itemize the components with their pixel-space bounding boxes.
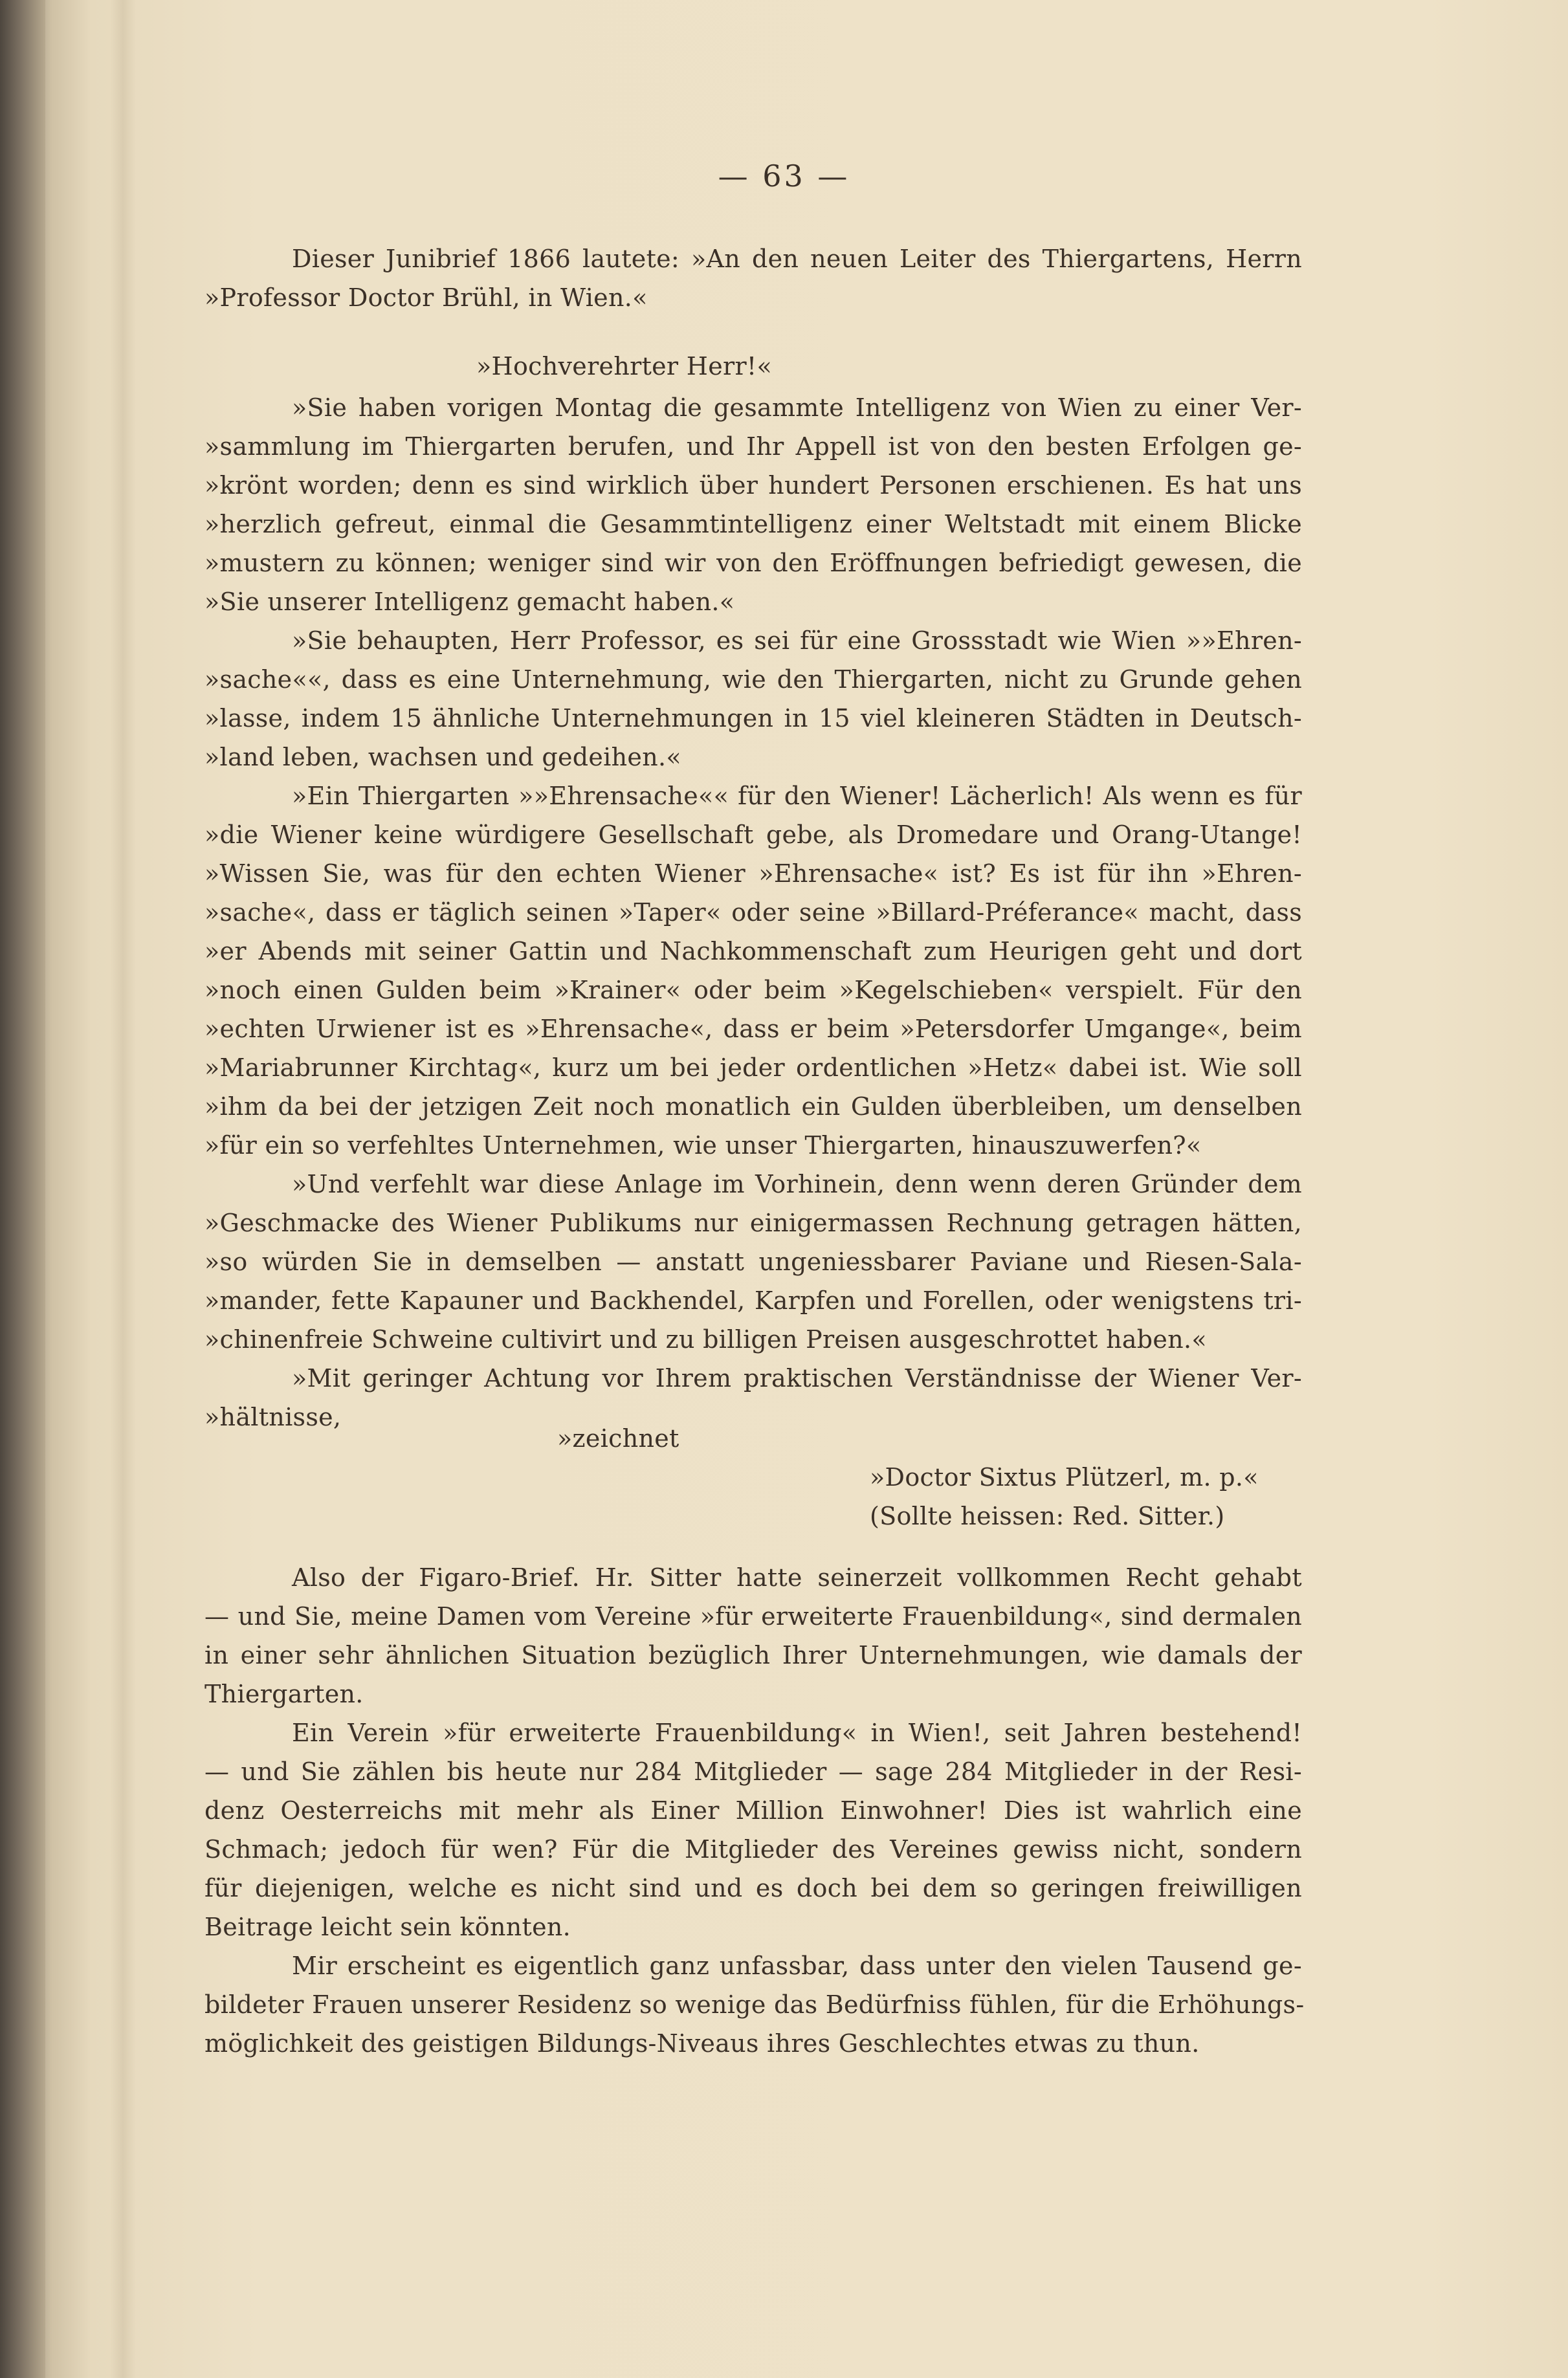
text-line: »Sie unserer Intelligenz gemacht haben.«: [204, 588, 735, 616]
text-line: »land leben, wachsen und gedeihen.«: [204, 743, 681, 771]
text-line: Mir erscheint es eigentlich ganz unfassbar, dass unter den vielen Tausend ge-: [292, 1952, 1302, 1980]
text-line: bildeter Frauen unserer Residenz so wenige das Bedürfniss fühlen, für die Erhöhungs-: [204, 1990, 1305, 2019]
text-line: »echten Urwiener ist es »Ehrensache«, dass er beim »Petersdorfer Umgange«, beim: [204, 1015, 1302, 1043]
signature-note: (Sollte heissen: Red. Sitter.): [870, 1502, 1225, 1530]
text-line: »so würden Sie in demselben — anstatt ungeniessbarer Paviane und Riesen-Sala-: [204, 1248, 1302, 1276]
text-line: »Sie haben vorigen Montag die gesammte Intelligenz von Wien zu einer Ver-: [292, 393, 1302, 422]
letter-signature: »Doctor Sixtus Plützerl, m. p.«: [870, 1463, 1259, 1492]
text-line: »sammlung im Thiergarten berufen, und Ihr Appell ist von den besten Erfolgen ge-: [204, 432, 1302, 461]
text-line: »Ein Thiergarten »»Ehrensache«« für den Wiener! Lächerlich! Als wenn es für: [292, 782, 1302, 810]
text-line: Schmach; jedoch für wen? Für die Mitglieder des Vereines gewiss nicht, sondern: [204, 1835, 1302, 1864]
text-line: »sache««, dass es eine Unternehmung, wie den Thiergarten, nicht zu Grunde gehen: [204, 665, 1302, 694]
text-line: in einer sehr ähnlichen Situation bezüglich Ihrer Unternehmungen, wie damals der: [204, 1641, 1302, 1669]
text-line: »Und verfehlt war diese Anlage im Vorhinein, denn wenn deren Gründer dem: [292, 1170, 1302, 1198]
text-line: »mustern zu können; weniger sind wir von den Eröffnungen befriedigt gewesen, die: [204, 549, 1302, 577]
text-line: — und Sie, meine Damen vom Vereine »für erweiterte Frauenbildung«, sind dermalen: [204, 1602, 1302, 1631]
text-line: »er Abends mit seiner Gattin und Nachkommenschaft zum Heurigen geht und dort: [204, 937, 1302, 965]
text-line: »hältnisse,: [204, 1403, 342, 1431]
text-line: »chinenfreie Schweine cultivirt und zu billigen Preisen ausgeschrottet haben.«: [204, 1325, 1207, 1354]
text-line: — und Sie zählen bis heute nur 284 Mitglieder — sage 284 Mitglieder in der Resi-: [204, 1757, 1302, 1786]
text-line: »noch einen Gulden beim »Krainer« oder beim »Kegelschieben« verspielt. Für den: [204, 976, 1302, 1004]
book-spine: [0, 0, 45, 2378]
text-line: »für ein so verfehltes Unternehmen, wie unser Thiergarten, hinauszuwerfen?«: [204, 1131, 1202, 1160]
text-line: »Wissen Sie, was für den echten Wiener »Ehrensache« ist? Es ist für ihn »Ehren-: [204, 859, 1302, 888]
text-line: »Professor Doctor Brühl, in Wien.«: [204, 283, 648, 312]
text-line: denz Oesterreichs mit mehr als Einer Million Einwohner! Dies ist wahrlich eine: [204, 1796, 1302, 1825]
text-line: »krönt worden; denn es sind wirklich über hundert Personen erschienen. Es hat uns: [204, 471, 1302, 500]
letter-closing-block: [204, 1419, 1302, 1536]
text-line: »die Wiener keine würdigere Gesellschaft gebe, als Dromedare und Orang-Utange!: [204, 820, 1302, 849]
text-line: für diejenigen, welche es nicht sind und es doch bei dem so geringen freiwilligen: [204, 1874, 1302, 1902]
text-line: Ein Verein »für erweiterte Frauenbildung« in Wien!, seit Jahren bestehend!: [292, 1719, 1302, 1747]
letter-body: [204, 388, 1302, 1437]
text-line: möglichkeit des geistigen Bildungs-Niveaus ihres Geschlechtes etwas zu thun.: [204, 2029, 1200, 2058]
text-block-main: [204, 1558, 1305, 2063]
text-line: »Mit geringer Achtung vor Ihrem praktischen Verständnisse der Wiener Ver-: [292, 1364, 1302, 1393]
page-number: — 63 —: [718, 159, 850, 193]
text-line: Also der Figaro-Brief. Hr. Sitter hatte seinerzeit vollkommen Recht gehabt: [292, 1563, 1302, 1592]
letter-greeting-block: [204, 347, 1302, 386]
text-line: »Sie behaupten, Herr Professor, es sei für eine Grossstadt wie Wien »»Ehren-: [292, 626, 1302, 655]
text-line: »Mariabrunner Kirchtag«, kurz um bei jeder ordentlichen »Hetz« dabei ist. Wie soll: [204, 1053, 1302, 1082]
text-line: »herzlich gefreut, einmal die Gesammtintelligenz einer Weltstadt mit einem Blicke: [204, 510, 1302, 538]
text-line: »ihm da bei der jetzigen Zeit noch monatlich ein Gulden überbleiben, um denselben: [204, 1092, 1302, 1121]
page-fold-shadow: [110, 0, 136, 2378]
text-line: Dieser Junibrief 1866 lautete: »An den neuen Leiter des Thiergartens, Herrn: [292, 245, 1302, 273]
text-line: »sache«, dass er täglich seinen »Taper« oder seine »Billard-Préferance« macht, dass: [204, 898, 1302, 927]
letter-closing: »zeichnet: [557, 1424, 679, 1453]
text-line: Beitrage leicht sein könnten.: [204, 1913, 571, 1941]
letter-greeting: »Hochverehrter Herr!«: [476, 352, 773, 380]
text-line: »mander, fette Kapauner und Backhendel, Karpfen und Forellen, oder wenigstens tri-: [204, 1286, 1302, 1315]
text-line: »Geschmacke des Wiener Publikums nur einigermassen Rechnung getragen hätten,: [204, 1209, 1302, 1237]
text-line: Thiergarten.: [204, 1680, 364, 1708]
text-block-intro: [204, 239, 1302, 317]
text-line: »lasse, indem 15 ähnliche Unternehmungen in 15 viel kleineren Städten in Deutsch-: [204, 704, 1302, 732]
